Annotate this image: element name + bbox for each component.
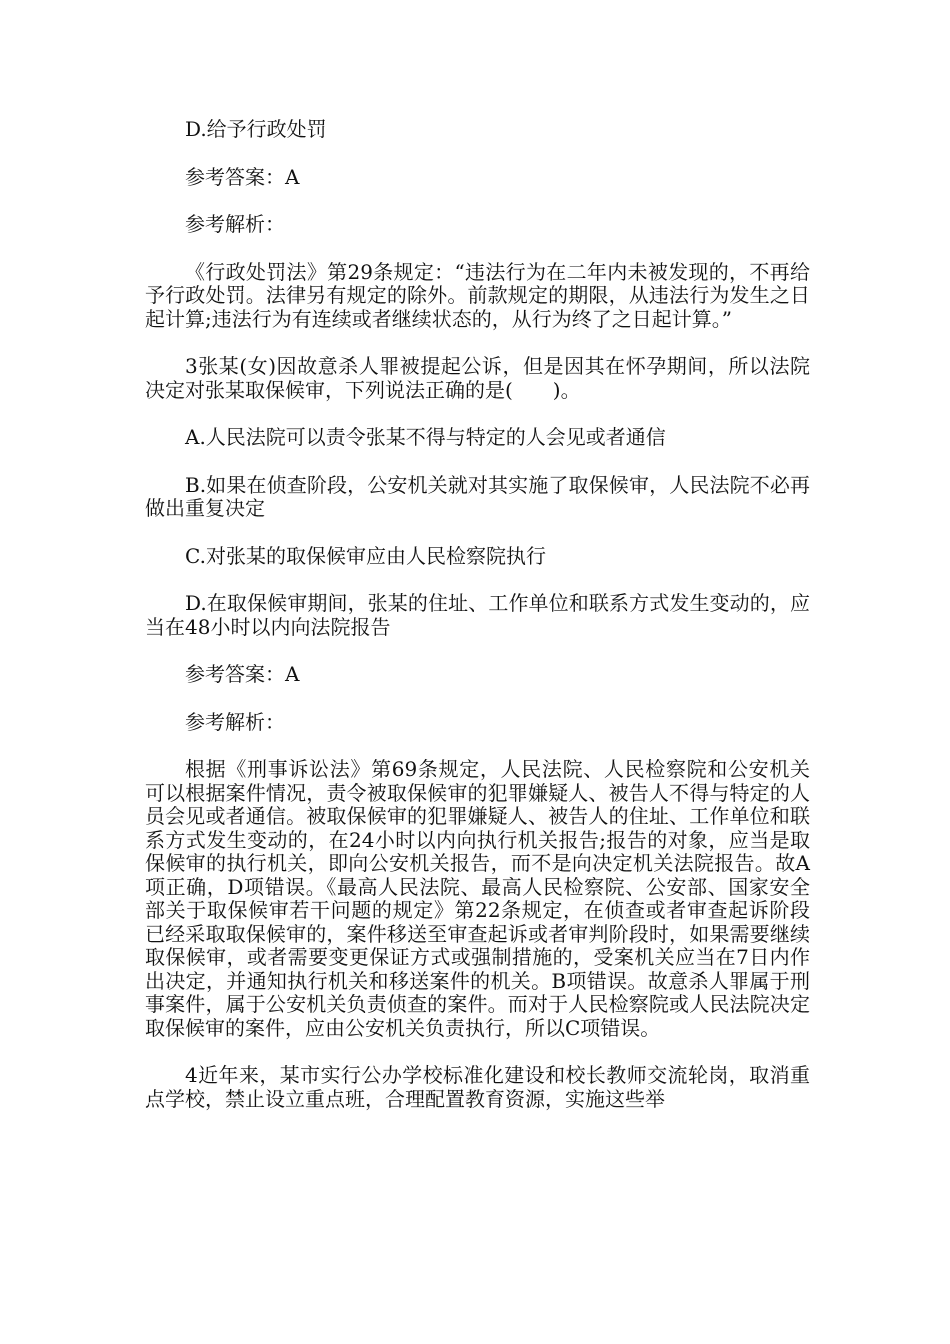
document-body — [145, 118, 810, 1135]
option-c: C.对张某的取保候审应由人民检察院执行 — [185, 543, 546, 568]
answer-label: 参考答案：A — [185, 164, 300, 189]
option-b: B.如果在侦查阶段，公安机关就对其实施了取保候审，人民法院不必再做出重复决定 — [145, 472, 810, 520]
option-a: A.人民法院可以责令张某不得与特定的人会见或者通信 — [185, 425, 666, 449]
analysis-label: 参考解析： — [185, 709, 285, 734]
question-3: 3张某(女)因故意杀人罪被提起公诉，但是因其在怀孕期间，所以法院决定对张某取保候审，下列说法正确的是( )。 — [145, 354, 810, 402]
option-d-previous: D.给予行政处罚 — [185, 117, 327, 141]
question-4: 4近年来，某市实行公办学校标准化建设和校长教师交流轮岗，取消重点学校，禁止设立重点班，合理配置教育资源，实施这些举 — [145, 1063, 810, 1111]
analysis-text: 根据《刑事诉讼法》第69条规定，人民法院、人民检察院和公安机关可以根据案件情况，责令被取保候审的犯罪嫌疑人、被告人不得与特定的人员会见或者通信。被取保候审的犯罪嫌疑人、被告人的住址、工作单位和联系方式发生变动的，在24小时以内向执行机关报告;报告的对象，应当是取保候审的执行机关，即向公安机关报告，而不是向决定机关法院报告。故A项正确，D项错误。《最高人民法院、最高人民检察院、公安部、国家安全部关于取保候审若干问题的规定》第22条规定，在侦查或者审查起诉阶段已经采取取保候审的，案件移送至审查起诉或者审判阶段时，如果需要继续取保候审，或者需要变更保证方式或强制措施的，受案机关应当在7日内作出决定，并通知执行机关和移送案件的机关。B项错误。故意杀人罪属于刑事案件，属于公安机关负责侦查的案件。而对于人民检察院或人民法院决定取保候审的案件，应由公安机关负责执行，所以C项错误。 — [145, 757, 810, 1040]
answer-label: 参考答案：A — [185, 662, 300, 686]
analysis-text: 《行政处罚法》第29条规定：“违法行为在二年内未被发现的，不再给予行政处罚。法律另有规定的除外。前款规定的期限，从违法行为发生之日起计算;违法行为有连续或者继续状态的，从行为终了之日起计算。” — [145, 259, 810, 331]
option-d: D.在取保候审期间，张某的住址、工作单位和联系方式发生变动的，应当在48小时以内向法院报告 — [145, 591, 810, 639]
analysis-label: 参考解析： — [185, 212, 285, 236]
